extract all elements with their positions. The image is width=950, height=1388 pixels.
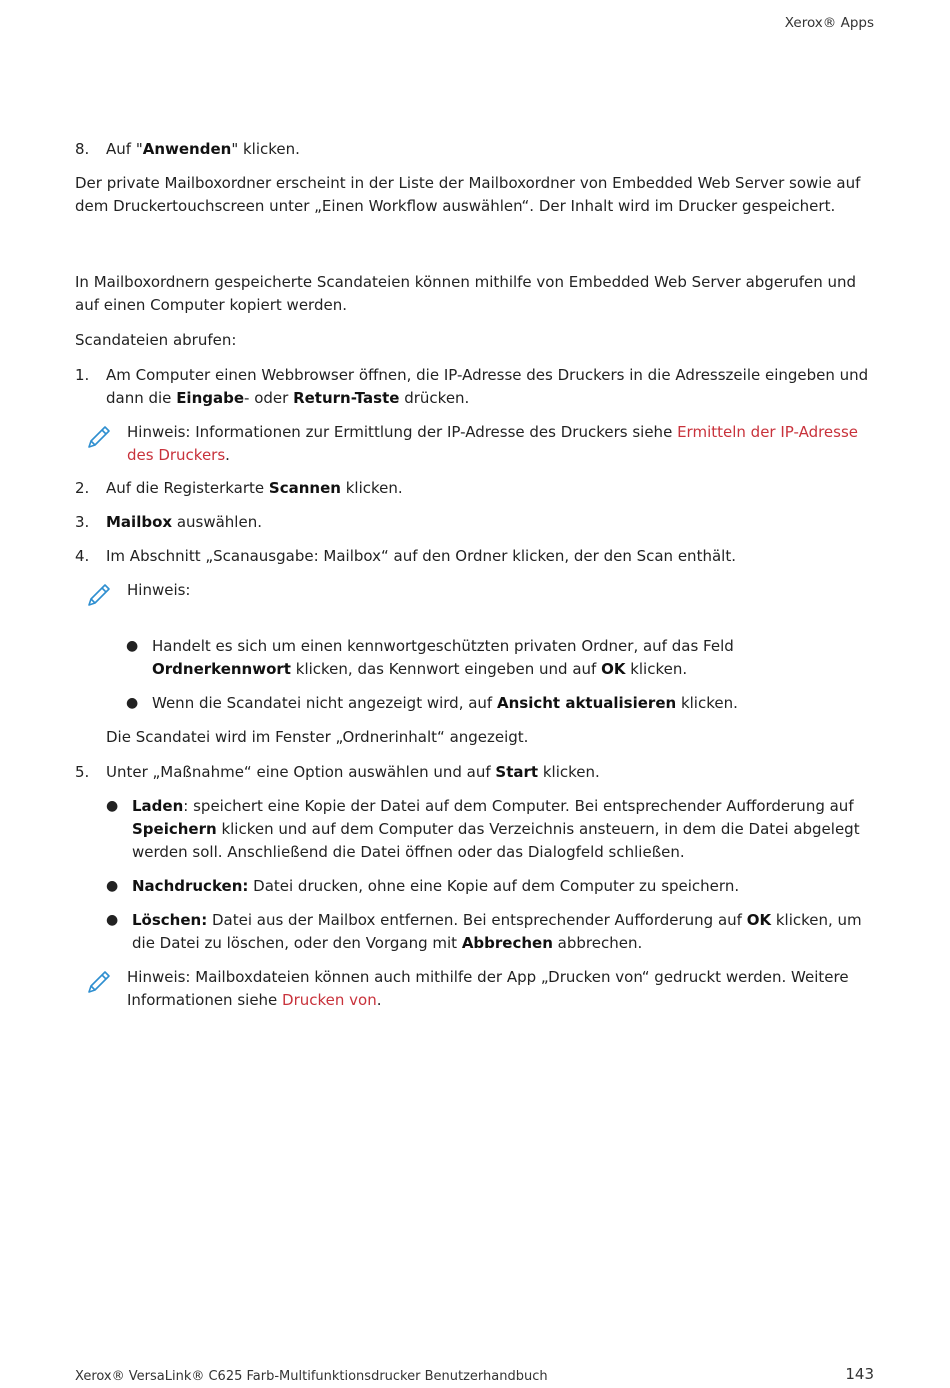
- paragraph: Scandateien abrufen:: [75, 331, 237, 349]
- bullet-dot: ●: [126, 695, 139, 711]
- pencil-icon: [85, 966, 127, 1012]
- note-ip-address: Hinweis: Informationen zur Ermittlung der IP-Adresse des Druckers siehe Ermitteln der IP-Adresse des Druckers.: [85, 421, 877, 467]
- header-brand: Xerox® Apps: [784, 15, 874, 31]
- list-item: ● Löschen: Datei aus der Mailbox entfernen. Bei entsprechender Aufforderung auf OK klicken, um die Datei zu löschen, oder den Vorgang mit Abbrechen abbrechen.: [106, 909, 877, 955]
- page-content: [75, 138, 877, 1022]
- bullet-dot: ●: [106, 912, 119, 928]
- bullet-dot: ●: [106, 878, 119, 894]
- paragraph: Die Scandatei wird im Fenster „Ordnerinhalt“ angezeigt.: [106, 728, 529, 746]
- step-number: 1.: [75, 366, 90, 384]
- list-item: ● Handelt es sich um einen kennwortgeschützten privaten Ordner, auf das Feld Ordnerkennwort klicken, das Kennwort eingeben und auf OK klicken.: [126, 635, 877, 681]
- step-1: 1. Am Computer einen Webbrowser öffnen, die IP-Adresse des Druckers in die Adresszeile eingeben und dann die Eingabe- oder Return-Taste drücken.: [75, 364, 877, 410]
- link-drucken-von[interactable]: Drucken von: [282, 991, 377, 1009]
- step-8: 8. Auf "Anwenden" klicken.: [75, 138, 877, 161]
- step-3: 3. Mailbox auswählen.: [75, 513, 262, 531]
- step-2: 2. Auf die Registerkarte Scannen klicken.: [75, 479, 403, 497]
- step-number: 8.: [75, 140, 90, 158]
- page-number: 143: [845, 1365, 874, 1383]
- page-header: [785, 12, 874, 35]
- note-drucken-von: Hinweis: Mailboxdateien können auch mithilfe der App „Drucken von“ gedruckt werden. Weitere Informationen siehe Drucken von.: [85, 966, 877, 1012]
- list-item: ● Laden: speichert eine Kopie der Datei auf dem Computer. Bei entsprechender Aufforderung auf Speichern klicken und auf dem Computer das Verzeichnis ansteuern, in dem die Datei abgelegt werden soll. Anschließend die Datei öffnen oder das Dialogfeld schließen.: [106, 795, 877, 864]
- step-5: 5. Unter „Maßnahme“ eine Option auswählen und auf Start klicken.: [75, 763, 600, 781]
- step-4: 4. Im Abschnitt „Scanausgabe: Mailbox“ auf den Ordner klicken, der den Scan enthält.: [75, 547, 736, 565]
- list-item: ● Nachdrucken: Datei drucken, ohne eine Kopie auf dem Computer zu speichern.: [106, 875, 877, 898]
- ui-term-anwenden: Anwenden: [142, 140, 232, 158]
- link-ip-address[interactable]: Ermitteln der IP-Adresse des Druckers: [127, 423, 859, 464]
- bullet-dot: ●: [106, 798, 119, 814]
- list-item: ● Wenn die Scandatei nicht angezeigt wird, auf Ansicht aktualisieren klicken.: [126, 692, 877, 715]
- footer-title: Xerox® VersaLink® C625 Farb-Multifunktionsdrucker Benutzerhandbuch: [75, 1369, 548, 1384]
- paragraph: In Mailboxordnern gespeicherte Scandateien können mithilfe von Embedded Web Server abgerufen und auf einen Computer kopiert werden.: [75, 273, 857, 314]
- note-hinweis: Hinweis:: [85, 579, 877, 616]
- paragraph: Der private Mailboxordner erscheint in der Liste der Mailboxordner von Embedded Web Server sowie auf dem Druckertouchscreen unter „Einen Workflow auswählen“. Der Inhalt wird im Drucker gespeichert.: [75, 174, 861, 215]
- pencil-icon: [85, 421, 127, 467]
- pencil-icon: [85, 579, 127, 616]
- bullet-dot: ●: [126, 638, 139, 654]
